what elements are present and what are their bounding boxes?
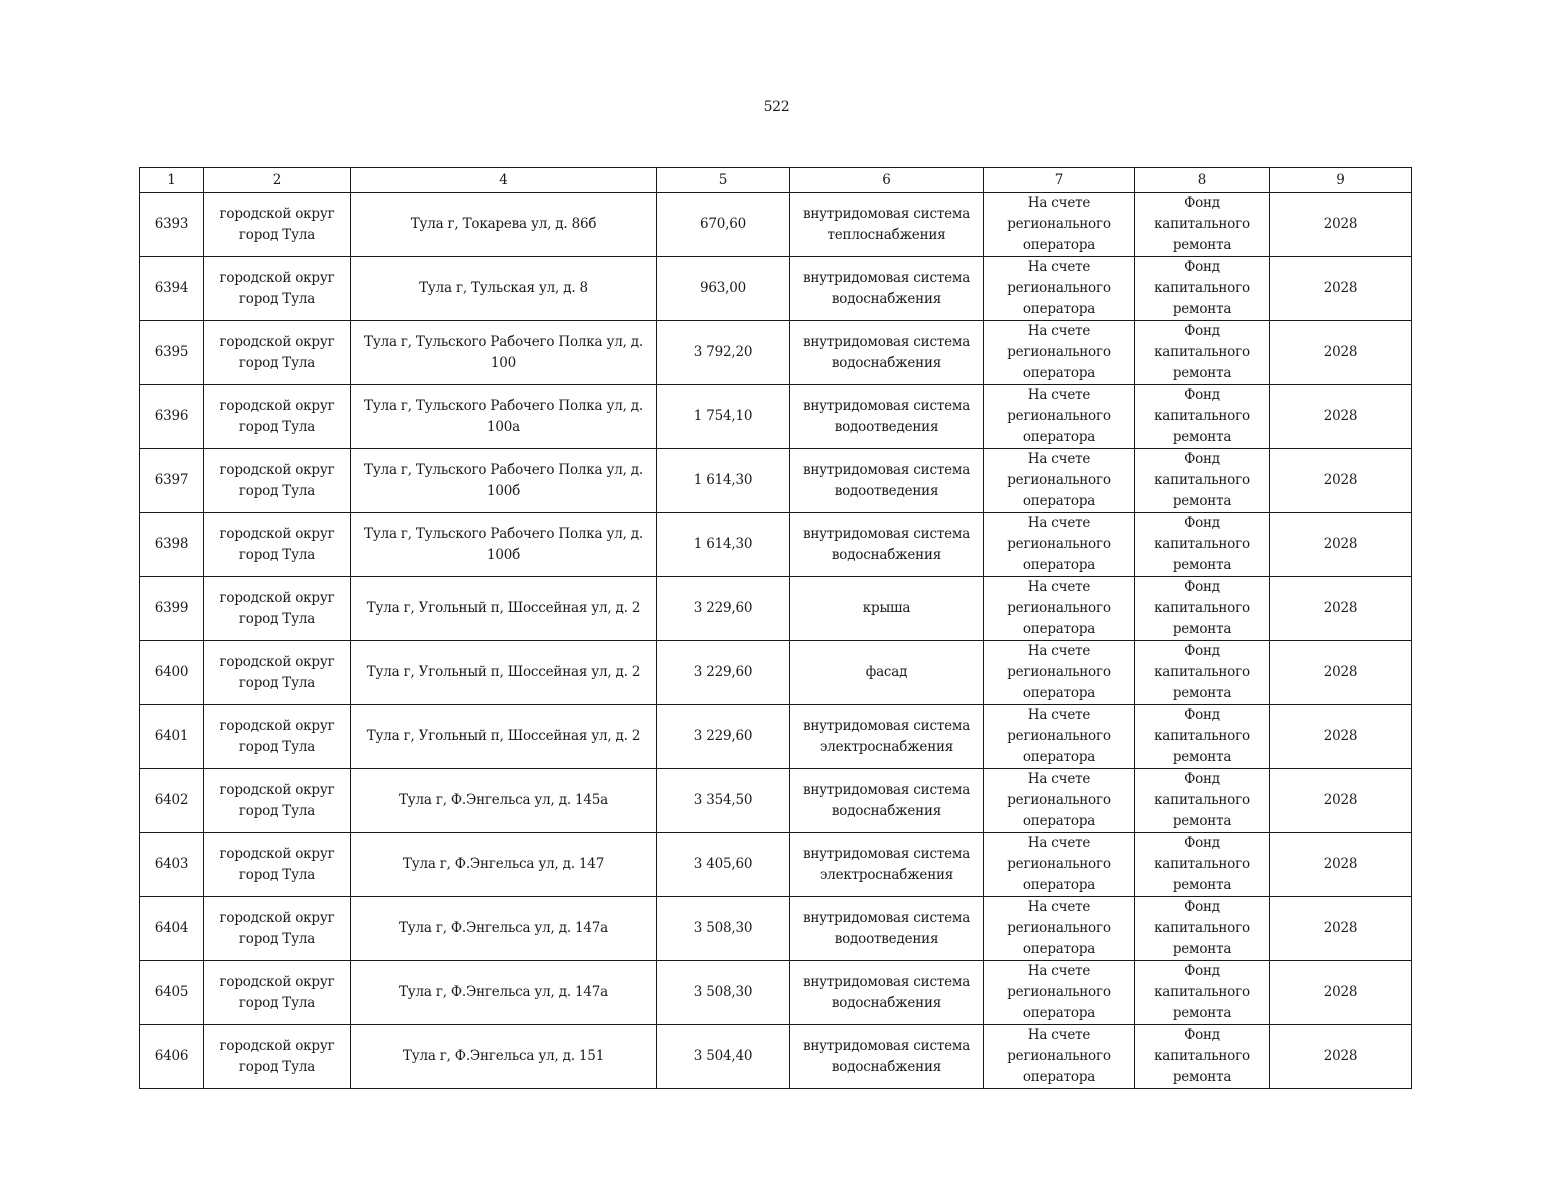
work-type-cell: внутридомовая система электроснабжения xyxy=(790,705,984,769)
municipality-cell: городской округ город Тула xyxy=(204,513,351,577)
column-number-row xyxy=(140,168,1412,193)
area-cell: 670,60 xyxy=(657,193,790,257)
work-type-cell: внутридомовая система водоснабжения xyxy=(790,513,984,577)
account-cell: На счете регионального оператора xyxy=(984,513,1135,577)
row-number-cell: 6395 xyxy=(140,321,204,385)
account-cell: На счете регионального оператора xyxy=(984,833,1135,897)
year-cell: 2028 xyxy=(1270,577,1412,641)
table-row xyxy=(140,449,1412,513)
year-cell: 2028 xyxy=(1270,769,1412,833)
area-cell: 963,00 xyxy=(657,257,790,321)
funding-source-cell: Фонд капитального ремонта xyxy=(1135,577,1270,641)
municipality-cell: городской округ город Тула xyxy=(204,1025,351,1089)
row-number-cell: 6400 xyxy=(140,641,204,705)
area-cell: 3 229,60 xyxy=(657,577,790,641)
account-cell: На счете регионального оператора xyxy=(984,961,1135,1025)
table-row xyxy=(140,833,1412,897)
funding-source-cell: Фонд капитального ремонта xyxy=(1135,513,1270,577)
column-header: 6 xyxy=(790,168,984,193)
work-type-cell: внутридомовая система водоснабжения xyxy=(790,961,984,1025)
address-cell: Тула г, Ф.Энгельса ул, д. 151 xyxy=(351,1025,657,1089)
row-number-cell: 6404 xyxy=(140,897,204,961)
account-cell: На счете регионального оператора xyxy=(984,577,1135,641)
table-row xyxy=(140,641,1412,705)
year-cell: 2028 xyxy=(1270,513,1412,577)
municipality-cell: городской округ город Тула xyxy=(204,193,351,257)
work-type-cell: внутридомовая система водоснабжения xyxy=(790,257,984,321)
row-number-cell: 6402 xyxy=(140,769,204,833)
column-header: 4 xyxy=(351,168,657,193)
funding-source-cell: Фонд капитального ремонта xyxy=(1135,961,1270,1025)
table-row xyxy=(140,1025,1412,1089)
work-type-cell: внутридомовая система водоотведения xyxy=(790,385,984,449)
row-number-cell: 6403 xyxy=(140,833,204,897)
funding-source-cell: Фонд капитального ремонта xyxy=(1135,321,1270,385)
funding-source-cell: Фонд капитального ремонта xyxy=(1135,833,1270,897)
column-header: 1 xyxy=(140,168,204,193)
year-cell: 2028 xyxy=(1270,833,1412,897)
address-cell: Тула г, Токарева ул, д. 86б xyxy=(351,193,657,257)
work-type-cell: внутридомовая система водоотведения xyxy=(790,449,984,513)
work-type-cell: фасад xyxy=(790,641,984,705)
account-cell: На счете регионального оператора xyxy=(984,897,1135,961)
year-cell: 2028 xyxy=(1270,705,1412,769)
column-header: 8 xyxy=(1135,168,1270,193)
work-type-cell: внутридомовая система теплоснабжения xyxy=(790,193,984,257)
municipality-cell: городской округ город Тула xyxy=(204,385,351,449)
account-cell: На счете регионального оператора xyxy=(984,449,1135,513)
funding-source-cell: Фонд капитального ремонта xyxy=(1135,449,1270,513)
funding-source-cell: Фонд капитального ремонта xyxy=(1135,641,1270,705)
table-row xyxy=(140,577,1412,641)
account-cell: На счете регионального оператора xyxy=(984,257,1135,321)
account-cell: На счете регионального оператора xyxy=(984,193,1135,257)
funding-source-cell: Фонд капитального ремонта xyxy=(1135,1025,1270,1089)
area-cell: 1 614,30 xyxy=(657,449,790,513)
funding-source-cell: Фонд капитального ремонта xyxy=(1135,193,1270,257)
address-cell: Тула г, Угольный п, Шоссейная ул, д. 2 xyxy=(351,641,657,705)
address-cell: Тула г, Угольный п, Шоссейная ул, д. 2 xyxy=(351,705,657,769)
column-header: 5 xyxy=(657,168,790,193)
table-row xyxy=(140,257,1412,321)
year-cell: 2028 xyxy=(1270,961,1412,1025)
account-cell: На счете регионального оператора xyxy=(984,705,1135,769)
area-cell: 3 508,30 xyxy=(657,961,790,1025)
address-cell: Тула г, Тульская ул, д. 8 xyxy=(351,257,657,321)
area-cell: 3 792,20 xyxy=(657,321,790,385)
address-cell: Тула г, Ф.Энгельса ул, д. 145а xyxy=(351,769,657,833)
table-row xyxy=(140,321,1412,385)
municipality-cell: городской округ город Тула xyxy=(204,321,351,385)
area-cell: 1 614,30 xyxy=(657,513,790,577)
year-cell: 2028 xyxy=(1270,321,1412,385)
funding-source-cell: Фонд капитального ремонта xyxy=(1135,385,1270,449)
address-cell: Тула г, Ф.Энгельса ул, д. 147 xyxy=(351,833,657,897)
account-cell: На счете регионального оператора xyxy=(984,769,1135,833)
table-row xyxy=(140,961,1412,1025)
address-cell: Тула г, Ф.Энгельса ул, д. 147а xyxy=(351,897,657,961)
area-cell: 1 754,10 xyxy=(657,385,790,449)
row-number-cell: 6399 xyxy=(140,577,204,641)
municipality-cell: городской округ город Тула xyxy=(204,769,351,833)
row-number-cell: 6394 xyxy=(140,257,204,321)
area-cell: 3 405,60 xyxy=(657,833,790,897)
table-row xyxy=(140,897,1412,961)
column-header: 7 xyxy=(984,168,1135,193)
work-type-cell: внутридомовая система водоотведения xyxy=(790,897,984,961)
row-number-cell: 6396 xyxy=(140,385,204,449)
area-cell: 3 504,40 xyxy=(657,1025,790,1089)
table-row xyxy=(140,513,1412,577)
work-type-cell: внутридомовая система водоснабжения xyxy=(790,1025,984,1089)
municipality-cell: городской округ город Тула xyxy=(204,705,351,769)
column-header: 2 xyxy=(204,168,351,193)
municipality-cell: городской округ город Тула xyxy=(204,641,351,705)
table-row xyxy=(140,705,1412,769)
address-cell: Тула г, Ф.Энгельса ул, д. 147а xyxy=(351,961,657,1025)
municipality-cell: городской округ город Тула xyxy=(204,449,351,513)
municipality-cell: городской округ город Тула xyxy=(204,257,351,321)
row-number-cell: 6398 xyxy=(140,513,204,577)
page-number: 522 xyxy=(763,99,790,115)
address-cell: Тула г, Тульского Рабочего Полка ул, д. 100б xyxy=(351,513,657,577)
account-cell: На счете регионального оператора xyxy=(984,641,1135,705)
account-cell: На счете регионального оператора xyxy=(984,385,1135,449)
row-number-cell: 6401 xyxy=(140,705,204,769)
year-cell: 2028 xyxy=(1270,1025,1412,1089)
work-type-cell: внутридомовая система электроснабжения xyxy=(790,833,984,897)
address-cell: Тула г, Тульского Рабочего Полка ул, д. 100б xyxy=(351,449,657,513)
account-cell: На счете регионального оператора xyxy=(984,1025,1135,1089)
column-header: 9 xyxy=(1270,168,1412,193)
account-cell: На счете регионального оператора xyxy=(984,321,1135,385)
work-type-cell: внутридомовая система водоснабжения xyxy=(790,769,984,833)
area-cell: 3 229,60 xyxy=(657,705,790,769)
area-cell: 3 354,50 xyxy=(657,769,790,833)
table-row xyxy=(140,769,1412,833)
work-type-cell: крыша xyxy=(790,577,984,641)
capital-repair-table xyxy=(139,167,1412,1089)
funding-source-cell: Фонд капитального ремонта xyxy=(1135,769,1270,833)
year-cell: 2028 xyxy=(1270,193,1412,257)
area-cell: 3 229,60 xyxy=(657,641,790,705)
row-number-cell: 6397 xyxy=(140,449,204,513)
row-number-cell: 6393 xyxy=(140,193,204,257)
address-cell: Тула г, Угольный п, Шоссейная ул, д. 2 xyxy=(351,577,657,641)
address-cell: Тула г, Тульского Рабочего Полка ул, д. 100 xyxy=(351,321,657,385)
table-body xyxy=(140,193,1412,1089)
funding-source-cell: Фонд капитального ремонта xyxy=(1135,897,1270,961)
municipality-cell: городской округ город Тула xyxy=(204,833,351,897)
year-cell: 2028 xyxy=(1270,641,1412,705)
funding-source-cell: Фонд капитального ремонта xyxy=(1135,257,1270,321)
year-cell: 2028 xyxy=(1270,449,1412,513)
municipality-cell: городской округ город Тула xyxy=(204,961,351,1025)
municipality-cell: городской округ город Тула xyxy=(204,897,351,961)
row-number-cell: 6406 xyxy=(140,1025,204,1089)
table-row xyxy=(140,193,1412,257)
address-cell: Тула г, Тульского Рабочего Полка ул, д. 100а xyxy=(351,385,657,449)
year-cell: 2028 xyxy=(1270,385,1412,449)
row-number-cell: 6405 xyxy=(140,961,204,1025)
year-cell: 2028 xyxy=(1270,257,1412,321)
area-cell: 3 508,30 xyxy=(657,897,790,961)
funding-source-cell: Фонд капитального ремонта xyxy=(1135,705,1270,769)
year-cell: 2028 xyxy=(1270,897,1412,961)
table-row xyxy=(140,385,1412,449)
work-type-cell: внутридомовая система водоснабжения xyxy=(790,321,984,385)
municipality-cell: городской округ город Тула xyxy=(204,577,351,641)
